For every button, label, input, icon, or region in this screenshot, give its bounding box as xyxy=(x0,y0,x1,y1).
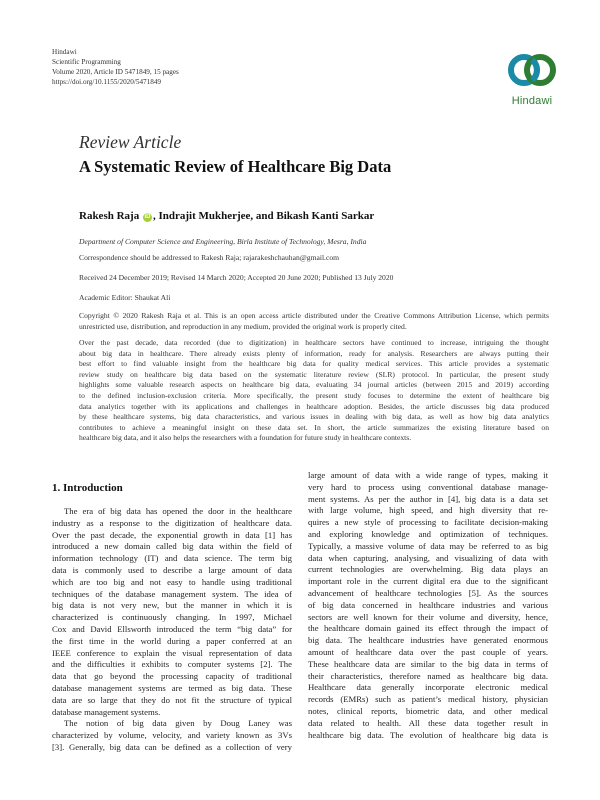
body-line: Healthcare data generally incorporate electronic medical xyxy=(308,682,548,693)
body-line: advancement of healthcare technologies [5]. As the sources xyxy=(308,587,548,598)
body-line: [3]. Generally, big data can be defined as a collection of very xyxy=(52,741,292,752)
journal-publisher: Hindawi xyxy=(52,48,77,56)
body-line: the first time in the world during a paper conferred at an xyxy=(52,635,292,646)
body-line: sectors are well known for their volume and diversity, hence, xyxy=(308,611,548,622)
body-line: database management systems are termed as big data. These xyxy=(52,682,292,693)
journal-meta xyxy=(52,47,179,87)
body-line: database management systems. xyxy=(52,706,161,717)
hindawi-logo-icon xyxy=(502,48,562,92)
hindawi-logo-text: Hindawi xyxy=(511,95,553,107)
abstract-line: to the defined inclusion-exclusion criteria. More specifically, the present study focuses to determine the extent of healthcare big xyxy=(79,390,549,400)
copyright-notice: Copyright © 2020 Rakesh Raja et al. This is an open access article distributed under the Creative Commons Attribution License, which permits unrestricted use, distribution, and reproduction in any medium, provided the original work is properly cited. xyxy=(79,311,549,331)
body-column-left xyxy=(52,506,292,754)
body-line: Typically, a massive volume of data may be referred to as big xyxy=(308,540,548,551)
article-title: A Systematic Review of Healthcare Big Data xyxy=(79,157,392,176)
hindawi-logo xyxy=(500,48,564,108)
body-line: healthcare big data. The evolution of healthcare big data is xyxy=(308,729,548,740)
body-line: information technology (IT) and data science. The term big xyxy=(52,553,292,564)
article-type: Review Article xyxy=(79,132,182,152)
abstract-line: healthcare big data, and it also helps the researchers with a foundation for future study in healthcare contexts. xyxy=(79,433,412,443)
body-line: notes, clinical reports, biometric data, and other medical xyxy=(308,705,548,716)
correspondence: Correspondence should be addressed to Rakesh Raja; rajarakeshchauhan@gmail.com xyxy=(79,253,340,262)
body-line: big data. The healthcare industries have generated enormous xyxy=(308,635,548,646)
body-line: large amount of data with a wide range of types, making it xyxy=(308,470,548,480)
abstract-line: about big data in healthcare. There already exists plenty of information, ready for analysis. Researchers are always putting their xyxy=(79,348,549,358)
body-line: records (EMRs) such as patient’s medical history, physician xyxy=(308,694,548,705)
body-line: big data is not very new, but the manner in which it is xyxy=(52,600,292,611)
body-line: techniques of the database management system. The idea of xyxy=(52,588,292,599)
body-line: The notion of big data given by Doug Laney was xyxy=(64,718,292,729)
body-line: important role in the current digital era due to the significant xyxy=(308,576,548,587)
orcid-icon[interactable]: iD xyxy=(144,214,151,220)
journal-name: Scientific Programming xyxy=(52,58,121,66)
affiliation: Department of Computer Science and Engineering, Birla Institute of Technology, Mesra, India xyxy=(79,237,367,246)
body-line: characterized is continuously changing. In 1997, Michael xyxy=(52,612,292,623)
body-line: Cox and David Ellsworth introduced the term “big data” for xyxy=(52,623,292,634)
abstract xyxy=(79,338,549,444)
body-line: with large volume, high speed, and high diversity that re- xyxy=(308,505,548,516)
body-line: introduced a new domain called big data within the field of xyxy=(52,541,292,552)
abstract-line: by these healthcare systems, big data characteristics, and various issues in dealing with big data, as well as how big data analytics xyxy=(79,412,549,422)
abstract-line: best effort to find valuable insight from the healthcare big data for quality medical services. This article provides a systematic xyxy=(79,359,549,369)
body-line: very hard to process using conventional database manage- xyxy=(308,481,548,492)
body-line: data related to health. All these data together result in xyxy=(308,717,548,728)
body-line: IEEE conference to explain the visual representation of data xyxy=(52,647,292,658)
body-line: Over the past decade, the exponential growth in data [1] has xyxy=(52,529,292,540)
body-line: The era of big data has opened the door in the healthcare xyxy=(64,506,292,516)
body-line: and the difficulties it exhibits to computer systems [2]. The xyxy=(52,659,292,670)
abstract-line: highlights some valuable research aspects on healthcare big data, evaluating 34 journal articles (between 2015 and 2019) according xyxy=(79,380,549,390)
body-line: ment systems. As per the author in [4], big data is a data set xyxy=(308,493,548,504)
body-line: the healthcare domain gained its effect through the impact of xyxy=(308,623,548,634)
publication-dates: Received 24 December 2019; Revised 14 March 2020; Accepted 20 June 2020; Published 13 July 2020 xyxy=(79,273,394,282)
body-line: quires a new style of processing to facilitate decision-making xyxy=(308,517,548,528)
body-line: current technologies are overwhelming. Big data plays an xyxy=(308,564,548,575)
body-line: of big data concerned in healthcare industries and various xyxy=(308,599,548,610)
academic-editor: Academic Editor: Shaukat Ali xyxy=(79,293,171,302)
author-list xyxy=(79,210,374,222)
body-line: data that go beyond the processing capacity of traditional xyxy=(52,671,292,682)
body-line: data are so large that they do not fit the structure of typical xyxy=(52,694,292,705)
author-first: Rakesh Raja xyxy=(79,210,140,222)
body-line: These healthcare data are similar to the big data in terms of xyxy=(308,658,548,669)
body-column-right xyxy=(308,470,548,741)
body-line: which are too big and not easy to handle using traditional xyxy=(52,576,292,587)
journal-volume: Volume 2020, Article ID 5471849, 15 pages xyxy=(52,68,179,76)
body-line: industry as a response to the digitization of healthcare data. xyxy=(52,517,292,528)
body-line: data is commonly used to describe a large amount of data xyxy=(52,564,292,575)
body-line: their characteristics, therefore named as healthcare big data. xyxy=(308,670,548,681)
abstract-line: data analytics together with its applications and challenges in healthcare adoption. Besides, the article discusses big data produced xyxy=(79,401,549,411)
section-heading-introduction: 1. Introduction xyxy=(52,482,123,494)
body-line: data when capturing, analysing, and visualizing of data with xyxy=(308,552,548,563)
body-line: and exploring knowledge and optimization of techniques. xyxy=(308,528,548,539)
journal-doi[interactable]: https://doi.org/10.1155/2020/5471849 xyxy=(52,78,162,86)
body-line: characterized by volume, velocity, and variety known as 3Vs xyxy=(52,730,292,741)
abstract-line: Over the past decade, data recorded (due to digitization) in healthcare sectors have continued to increase, intriguing the thought xyxy=(79,338,549,347)
body-line: amount of healthcare data over the past couple of years. xyxy=(308,646,548,657)
abstract-line: review study on healthcare big data based on the systematic literature review (SLR) protocol. In particular, the present study xyxy=(79,369,549,379)
abstract-line: contributes to achieve a meaningful insight on these data set. In short, the article summarizes the existing literature based on xyxy=(79,422,549,432)
author-rest: , Indrajit Mukherjee, and Bikash Kanti Sarkar xyxy=(152,210,375,222)
